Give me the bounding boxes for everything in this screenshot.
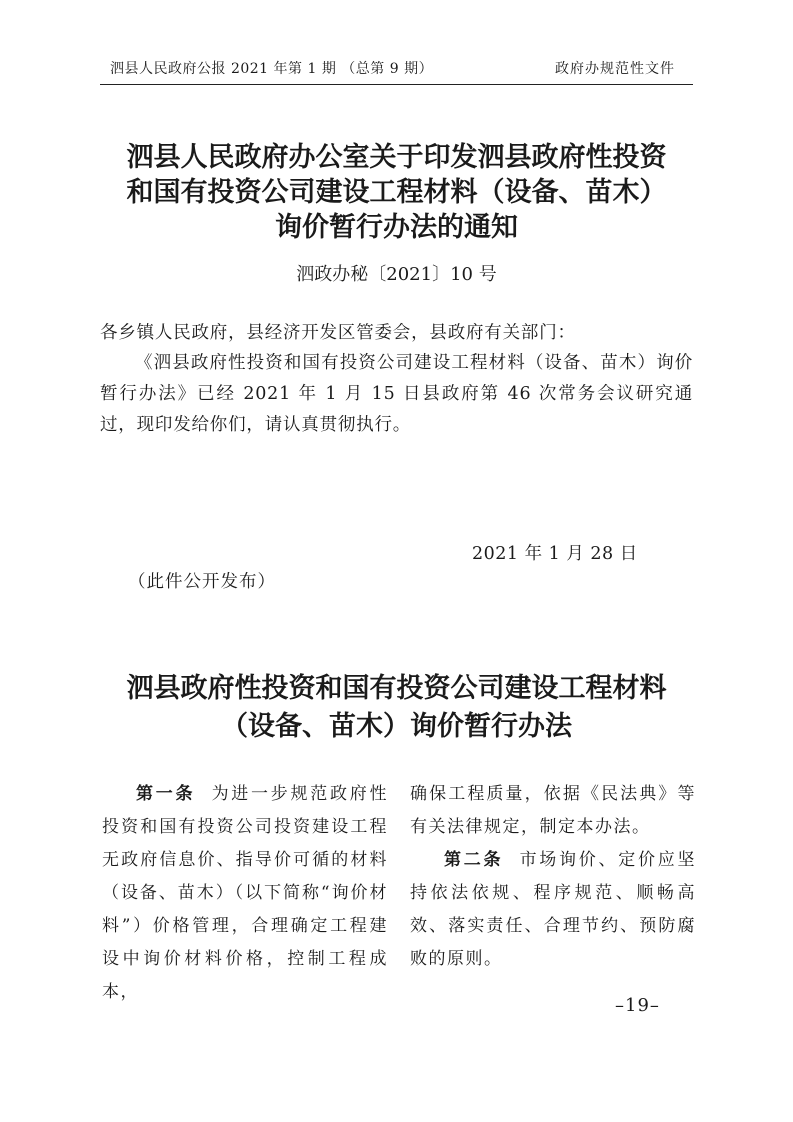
article-1 — [102, 778, 388, 1009]
salutation: 各乡镇人民政府，县经济开发区管委会，县政府有关部门： — [100, 323, 576, 343]
article-1-continued: 确保工程质量，依据《民法典》等有关法律规定，制定本办法。 — [410, 784, 696, 837]
notice-title — [100, 140, 693, 245]
running-header-right: 政府办规范性文件 — [555, 61, 675, 77]
article-2-text: 市场询价、定价应坚持依法依规、程序规范、顺畅高效、落实责任、合理节约、预防腐败的原则。 — [410, 850, 697, 969]
left-column — [102, 778, 388, 1009]
notice-title-line: 泗县人民政府办公室关于印发泗县政府性投资 — [126, 142, 667, 173]
running-header-left: 泗县人民政府公报 2021 年第 1 期 （总第 9 期） — [110, 61, 434, 77]
header-divider — [100, 84, 693, 85]
notice-title-line: 和国有投资公司建设工程材料（设备、苗木） — [126, 177, 667, 208]
publish-note: （此件公开发布） — [128, 572, 276, 592]
article-1-text: 为进一步规范政府性投资和国有投资公司投资建设工程无政府信息价、指导价可循的材料（设备、苗木）（以下简称“询价材料”）价格管理，合理确定工程建设中询价材料价格，控制工程成本， — [102, 784, 389, 1002]
notice-body: 《泗县政府性投资和国有投资公司建设工程材料（设备、苗木）询价暂行办法》已经 2021 年 1 月 15 日县政府第 46 次常务会议研究通过，现印发给你们，请认真贯彻执行。 — [100, 353, 693, 435]
article-2-label: 第二条 — [444, 850, 504, 870]
measures-title-line: （设备、苗木）询价暂行办法 — [221, 711, 572, 742]
issue-date: 2021 年 1 月 28 日 — [472, 544, 638, 564]
measures-title — [100, 670, 693, 746]
article-1-label: 第一条 — [136, 784, 196, 804]
right-column — [410, 778, 696, 976]
measures-title-line: 泗县政府性投资和国有投资公司建设工程材料 — [126, 673, 667, 704]
notice-title-line: 询价暂行办法的通知 — [275, 212, 518, 243]
document-number: 泗政办秘〔2021〕10 号 — [296, 264, 497, 285]
article-2 — [410, 844, 696, 976]
page-number: –19– — [615, 995, 660, 1016]
